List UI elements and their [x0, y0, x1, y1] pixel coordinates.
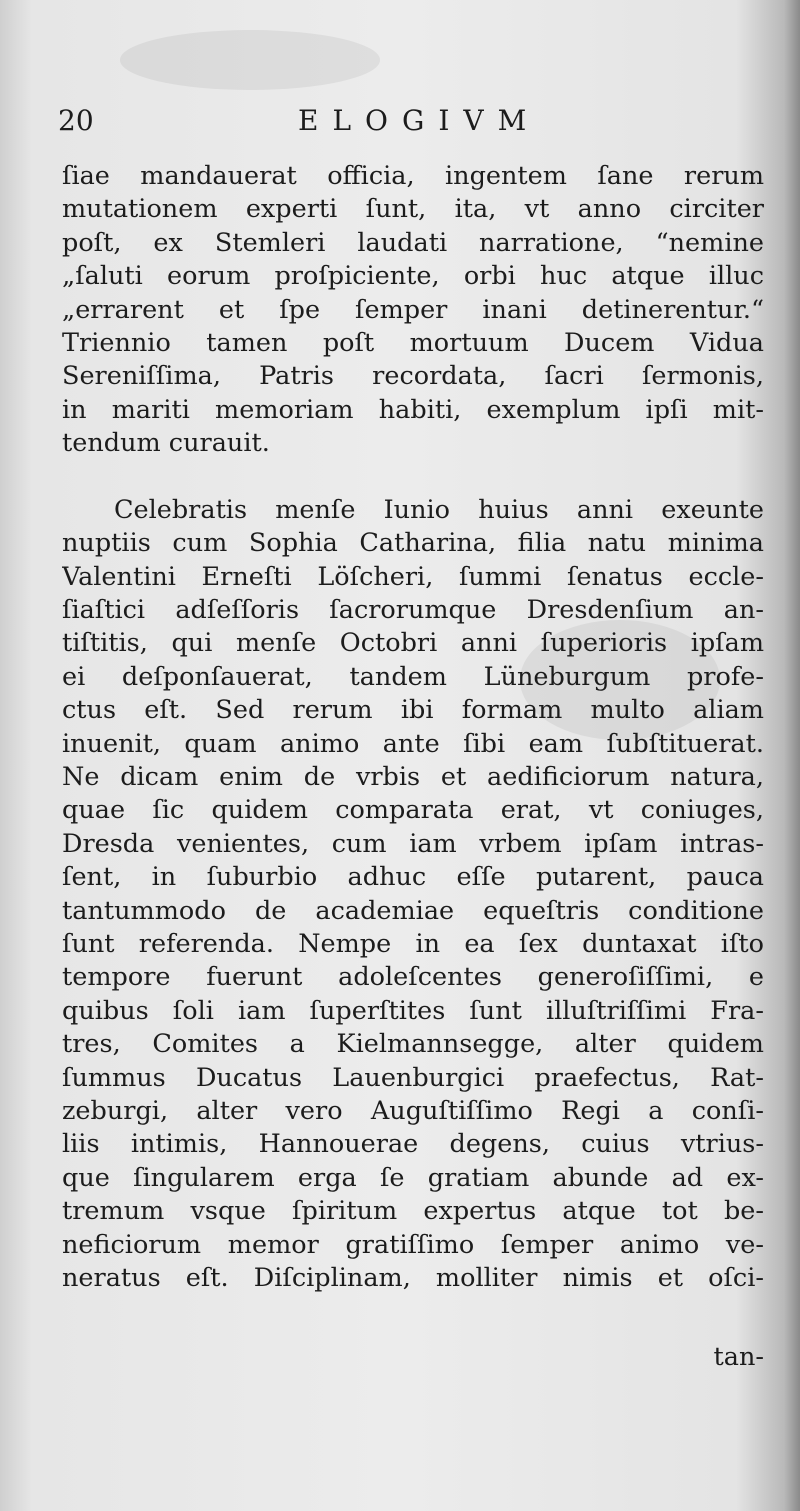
body-text: [62, 160, 764, 1295]
page-header: [58, 104, 758, 144]
text-line: zeburgi, alter vero Auguſtiſſimo Regi a conſi-: [62, 1095, 764, 1126]
text-line: ctus eſt. Sed rerum ibi formam multo aliam: [62, 695, 764, 726]
text-line: ei deſponſauerat, tandem Lüneburgum profe-: [62, 661, 764, 692]
text-line: neratus eſt. Diſciplinam, molliter nimis et oſci-: [62, 1262, 764, 1293]
text-line: ſiae mandauerat officia, ingentem ſane rerum: [62, 161, 764, 191]
text-line: tendum curauit.: [62, 428, 270, 459]
text-line: que ſingularem erga ſe gratiam abunde ad ex-: [62, 1162, 764, 1193]
paragraph-1: [62, 160, 764, 461]
text-line: in mariti memoriam habiti, exemplum ipſi mit-: [62, 394, 764, 425]
text-line: „ſaluti eorum proſpiciente, orbi huc atque illuc: [62, 261, 764, 292]
text-line: ſunt referenda. Nempe in ea ſex duntaxat iſto: [62, 928, 764, 959]
text-line: tremum vsque ſpiritum expertus atque tot be-: [62, 1196, 764, 1227]
text-line: Dresda venientes, cum iam vrbem ipſam intras-: [62, 828, 764, 859]
text-line: poſt, ex Stemleri laudati narratione, “nemine: [62, 227, 764, 258]
text-line: tantummodo de academiae equeſtris conditione: [62, 895, 764, 926]
text-line: Ne dicam enim de vrbis et aedificiorum natura,: [62, 762, 764, 793]
text-line: mutationem experti ſunt, ita, vt anno circiter: [62, 194, 764, 225]
text-line: quae ſic quidem comparata erat, vt coniuges,: [62, 795, 764, 826]
catchword: tan-: [713, 1342, 764, 1372]
text-line: tiſtitis, qui menſe Octobri anni ſuperioris ipſam: [62, 628, 764, 659]
text-line: ſummus Ducatus Lauenburgici praefectus, Rat-: [62, 1062, 764, 1093]
text-line: neficiorum memor gratiſſimo ſemper animo ve-: [62, 1229, 764, 1260]
paragraph-2: [62, 494, 764, 1295]
text-line: Celebratis menſe Iunio huius anni exeunte: [114, 494, 764, 525]
text-line: Triennio tamen poſt mortuum Ducem Vidua: [62, 327, 764, 358]
paper-stain: [120, 30, 380, 90]
text-line: nuptiis cum Sophia Catharina, filia natu minima: [62, 528, 764, 559]
text-line: tempore fuerunt adoleſcentes generoſiſſimi, e: [62, 962, 764, 993]
text-line: ſent, in ſuburbio adhuc eſſe putarent, pauca: [62, 862, 764, 893]
text-line: quibus ſoli iam ſuperſtites ſunt illuſtriſſimi Fra-: [62, 995, 764, 1026]
running-head: ELOGIVM: [298, 104, 541, 137]
text-line: ſiaſtici adſeſſoris ſacrorumque Dresdenſium an-: [62, 595, 764, 626]
text-line: Sereniſſima, Patris recordata, ſacri ſermonis,: [62, 361, 764, 392]
text-line: Valentini Erneſti Löſcheri, ſummi ſenatus eccle-: [62, 561, 764, 592]
text-line: inuenit, quam animo ante ſibi eam ſubſtituerat.: [62, 728, 764, 759]
page-number: 20: [58, 104, 94, 137]
text-line: „errarent et ſpe ſemper inani detinerentur.“: [62, 294, 764, 325]
text-line: tres, Comites a Kielmannsegge, alter quidem: [62, 1029, 764, 1060]
text-line: liis intimis, Hannouerae degens, cuius vtrius-: [62, 1129, 764, 1160]
